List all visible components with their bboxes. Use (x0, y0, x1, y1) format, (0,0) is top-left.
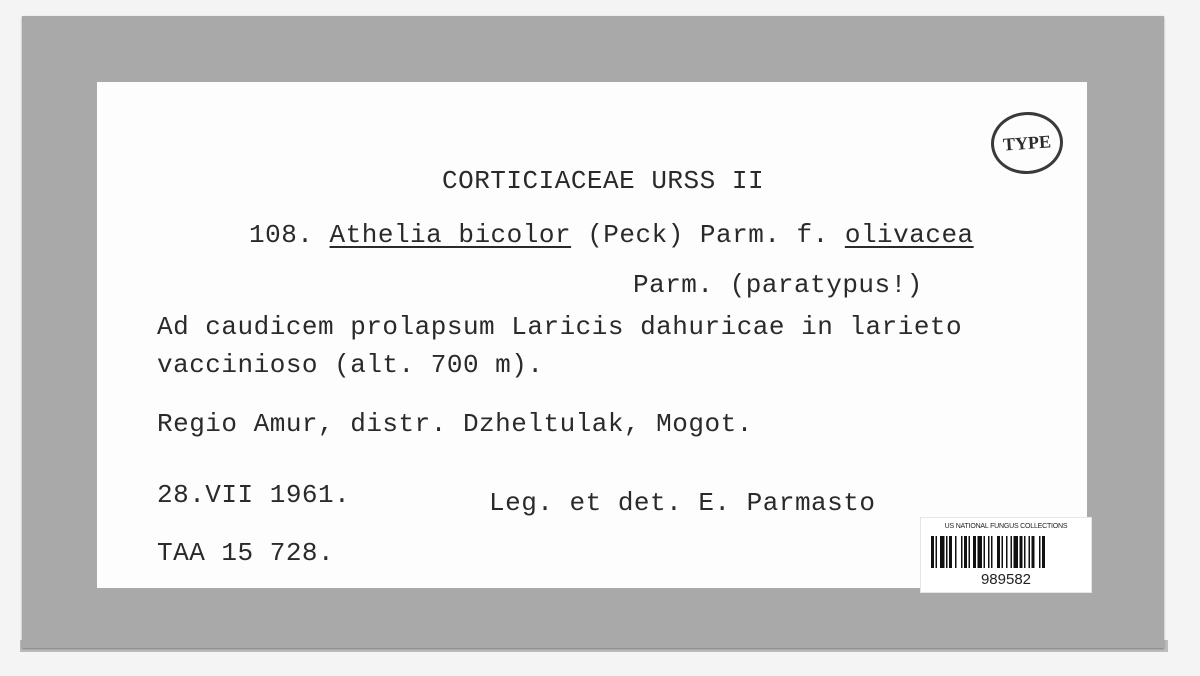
habitat-line-1: Ad caudicem prolapsum Laricis dahuricae in larieto (157, 312, 963, 342)
taxon-forma: olivacea (844, 220, 974, 250)
barcode-header: US NATIONAL FUNGUS COLLECTIONS (944, 523, 1068, 530)
taxon-authority-line: Parm. (paratypus!) (633, 270, 923, 300)
locality-line: Regio Amur, distr. Dzheltulak, Mogot. (157, 409, 753, 439)
taxon-authors: (Peck) Parm. f. (587, 220, 829, 250)
accession-number: TAA 15 728. (157, 538, 335, 568)
barcode-icon (931, 536, 1081, 568)
barcode-number: 989582 (980, 571, 1032, 588)
specimen-label (97, 82, 1087, 588)
collection-date: 28.VII 1961. (157, 480, 351, 510)
taxon-line (249, 222, 974, 248)
specimen-number: 108. (249, 220, 314, 250)
collector-line: Leg. et det. E. Parmasto (489, 488, 876, 518)
habitat-line-2: vaccinioso (alt. 700 m). (157, 350, 544, 380)
type-stamp (989, 110, 1065, 177)
barcode-label (920, 517, 1092, 593)
collection-title: CORTICIACEAE URSS II (442, 166, 765, 196)
taxon-name: Athelia bicolor (329, 220, 572, 250)
type-stamp-text: TYPE (1002, 130, 1052, 155)
